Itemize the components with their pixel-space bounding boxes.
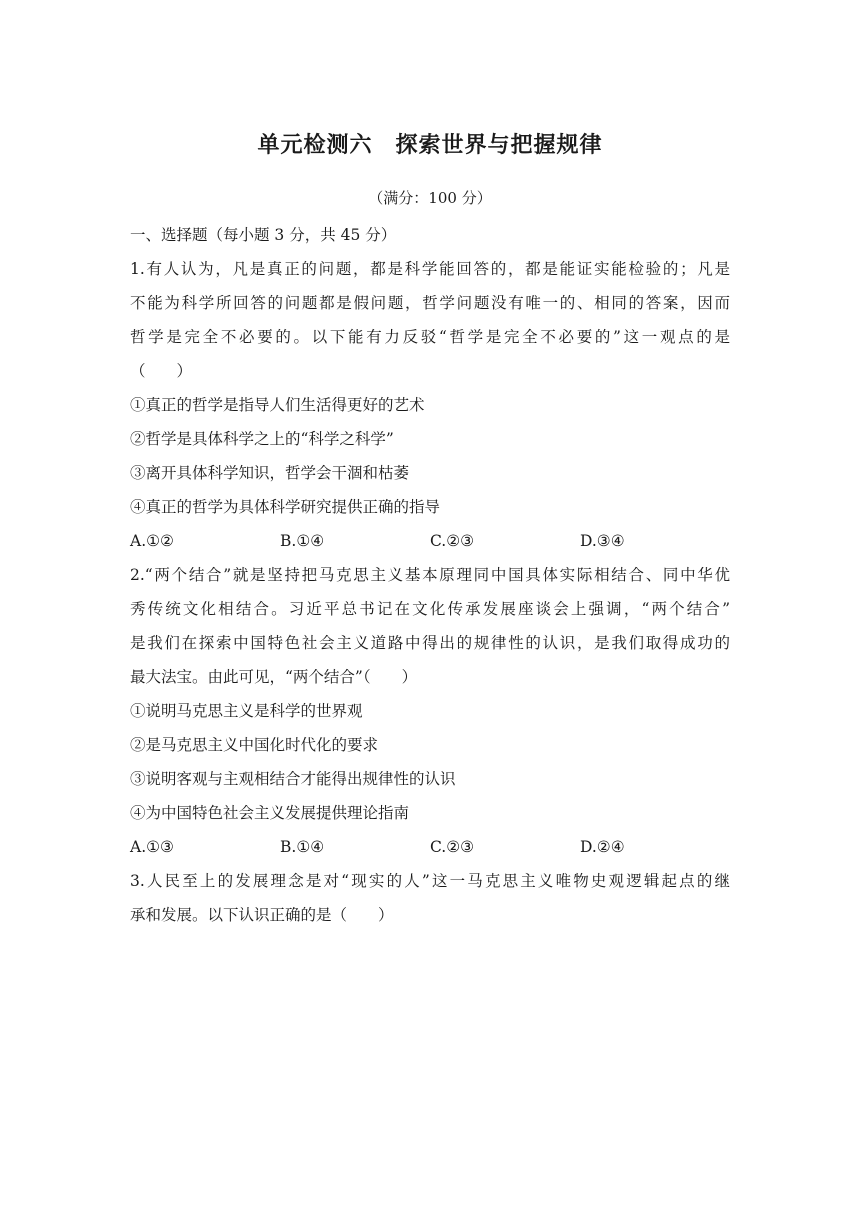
- option-b: B.①④: [280, 532, 325, 550]
- document-body: [130, 218, 730, 932]
- option-a: A.①③: [130, 838, 174, 856]
- option-b: B.①④: [280, 838, 325, 856]
- question-3: [130, 864, 730, 932]
- option-d: D.②④: [580, 838, 625, 856]
- question-stem-line: 是我们在探索中国特色社会主义道路中得出的规律性的认识，是我们取得成功的: [130, 634, 730, 652]
- statement-item: ④为中国特色社会主义发展提供理论指南: [130, 804, 410, 822]
- question-stem-line: 哲学是完全不必要的。以下能有力反驳“哲学是完全不必要的”这一观点的是: [130, 328, 730, 346]
- question-stem-line: 3.人民至上的发展理念是对“现实的人”这一马克思主义唯物史观逻辑起点的继: [130, 872, 730, 890]
- option-c: C.②③: [430, 838, 475, 856]
- question-stem-line: 最大法宝。由此可见，“两个结合”（ ）: [130, 668, 418, 686]
- question-stem-line: 1.有人认为，凡是真正的问题，都是科学能回答的，都是能证实能检验的；凡是: [130, 260, 730, 278]
- question-stem-line: 秀传统文化相结合。习近平总书记在文化传承发展座谈会上强调，“两个结合”: [130, 600, 730, 618]
- answer-blank: （ ）: [130, 362, 193, 380]
- statement-item: ③离开具体科学知识，哲学会干涸和枯萎: [130, 464, 410, 482]
- page-title: 单元检测六 探索世界与把握规律: [257, 132, 603, 158]
- answer-options: [130, 830, 730, 864]
- question-stem-line: 2.“两个结合”就是坚持把马克思主义基本原理同中国具体实际相结合、同中华优: [130, 566, 730, 584]
- statement-item: ③说明客观与主观相结合才能得出规律性的认识: [130, 770, 456, 788]
- question-stem-line: 不能为科学所回答的问题都是假问题，哲学问题没有唯一的、相同的答案，因而: [130, 294, 730, 312]
- question-1: [130, 252, 730, 558]
- question-stem-line: 承和发展。以下认识正确的是（ ）: [130, 906, 394, 924]
- statement-item: ②是马克思主义中国化时代化的要求: [130, 736, 379, 754]
- option-a: A.①②: [130, 532, 174, 550]
- statement-item: ④真正的哲学为具体科学研究提供正确的指导: [130, 498, 441, 516]
- score-note: （满分：100 分）: [368, 189, 492, 207]
- statement-item: ①说明马克思主义是科学的世界观: [130, 702, 363, 720]
- statement-item: ①真正的哲学是指导人们生活得更好的艺术: [130, 396, 425, 414]
- option-d: D.③④: [580, 532, 625, 550]
- option-c: C.②③: [430, 532, 475, 550]
- section-heading: 一、选择题（每小题 3 分，共 45 分）: [130, 226, 397, 244]
- question-2: [130, 558, 730, 864]
- statement-item: ②哲学是具体科学之上的“科学之科学”: [130, 430, 394, 448]
- answer-options: [130, 524, 730, 558]
